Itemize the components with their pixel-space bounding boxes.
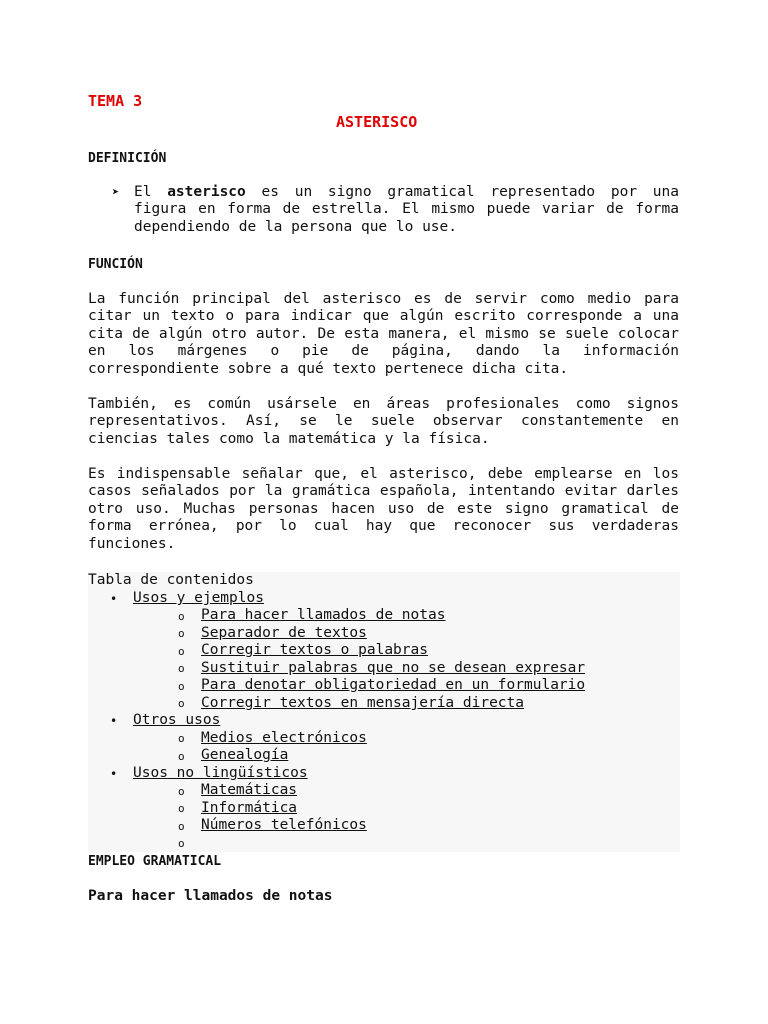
funcion-paragraph-1: La función principal del asterisco es de servir como medio para citar un texto o para indicar que algún escrito corresponde a una cita de algún otro autor. De esta manera, el mismo se suele colocar en los márgenes o pie de página, dando la información correspondiente sobre a qué texto pertenece dicha cita.	[88, 291, 679, 377]
toc-item-genealogia[interactable]: Genealogía	[201, 747, 289, 763]
toc-item-telefonicos[interactable]: Números telefónicos	[201, 817, 367, 833]
definicion-text-start: El	[134, 184, 168, 200]
funcion-paragraph-2: También, es común usársele en áreas profesionales como signos representativos. Así, se le suele observar constantemente en ciencias tales como la matemática y la física.	[88, 396, 679, 447]
bullet-circle-icon: o	[178, 697, 185, 710]
bullet-circle-icon: o	[178, 627, 185, 640]
toc-item-separador[interactable]: Separador de textos	[201, 625, 367, 641]
toc-item-corregir-textos[interactable]: Corregir textos o palabras	[201, 642, 428, 658]
bullet-circle-icon: o	[178, 750, 185, 763]
funcion-paragraph-3: Es indispensable señalar que, el asterisco, debe emplearse en los casos señalados por la gramática española, intentando evitar darles otro uso. Muchas personas hacen uso de este signo gramatical de forma errónea, por lo cual hay que reconocer sus verdaderas funciones.	[88, 466, 679, 552]
funcion-heading: FUNCIÓN	[88, 257, 143, 272]
bullet-dot-icon: •	[110, 592, 118, 606]
toc-item-medios[interactable]: Medios electrónicos	[201, 730, 367, 746]
table-of-contents	[88, 572, 680, 852]
page-title: ASTERISCO	[336, 113, 418, 131]
toc-section-no-linguisticos[interactable]: Usos no lingüísticos	[133, 765, 308, 781]
arrow-bullet-icon: ➤	[112, 185, 120, 199]
definicion-bullet	[112, 184, 679, 236]
toc-title: Tabla de contenidos	[88, 572, 254, 588]
toc-item-sustituir[interactable]: Sustituir palabras que no se desean expresar	[201, 660, 586, 676]
tema-label: TEMA 3	[88, 92, 143, 110]
empleo-heading: EMPLEO GRAMATICAL	[88, 854, 222, 869]
definicion-bold-term: asterisco	[167, 184, 246, 200]
bullet-circle-icon: o	[178, 680, 185, 693]
bullet-dot-icon: •	[110, 714, 118, 728]
subheading: Para hacer llamados de notas	[88, 888, 333, 904]
toc-item-matematicas[interactable]: Matemáticas	[201, 782, 298, 798]
definicion-text	[134, 184, 679, 236]
bullet-circle-icon: o	[178, 820, 185, 833]
bullet-dot-icon: •	[110, 767, 118, 781]
bullet-circle-icon: o	[178, 837, 185, 850]
bullet-circle-icon: o	[178, 732, 185, 745]
bullet-circle-icon: o	[178, 785, 185, 798]
toc-section-usos-ejemplos[interactable]: Usos y ejemplos	[133, 590, 264, 606]
toc-item-llamados-notas[interactable]: Para hacer llamados de notas	[201, 607, 446, 623]
toc-item-informatica[interactable]: Informática	[201, 800, 298, 816]
toc-item-obligatoriedad[interactable]: Para denotar obligatoriedad en un formulario	[201, 677, 586, 693]
toc-item-mensajeria[interactable]: Corregir textos en mensajería directa	[201, 695, 525, 711]
bullet-circle-icon: o	[178, 662, 185, 675]
definicion-heading: DEFINICIÓN	[88, 151, 167, 166]
toc-section-otros-usos[interactable]: Otros usos	[133, 712, 221, 728]
bullet-circle-icon: o	[178, 645, 185, 658]
bullet-circle-icon: o	[178, 802, 185, 815]
bullet-circle-icon: o	[178, 610, 185, 623]
definicion-text-end: es un signo gramatical representado por una figura en forma de estrella. El mismo puede variar de forma dependiendo de la persona que lo use.	[134, 184, 679, 235]
